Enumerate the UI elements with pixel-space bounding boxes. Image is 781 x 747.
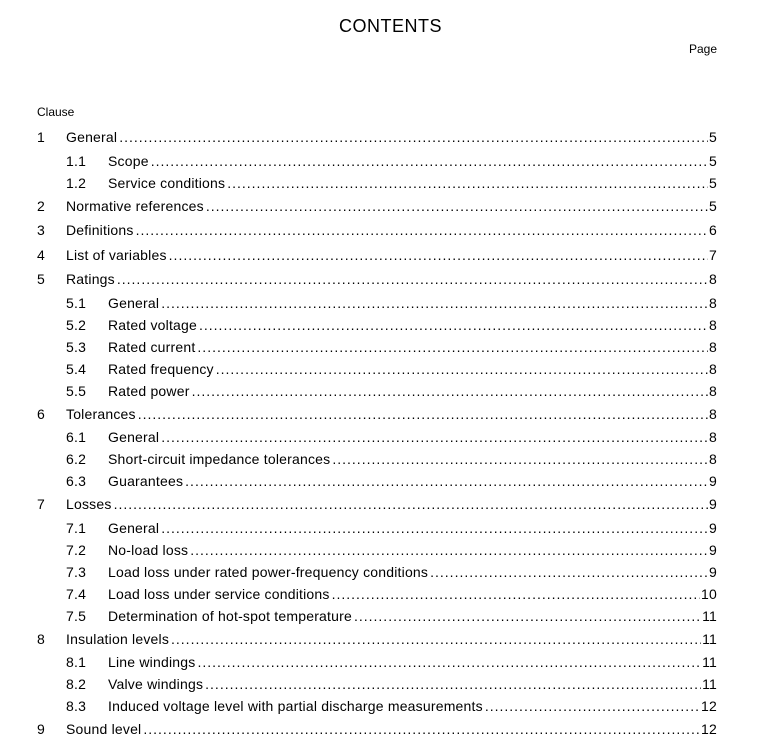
toc-entry-number: 8 xyxy=(37,630,45,647)
toc-entry-page-number: 8 xyxy=(709,405,717,422)
toc-subclause-entry[interactable] xyxy=(37,539,717,561)
toc-clause-entry[interactable] xyxy=(37,717,717,742)
toc-entry-title: Guarantees xyxy=(108,473,184,489)
toc-clause-entry[interactable] xyxy=(37,194,717,219)
toc-entry-page-number: 8 xyxy=(709,382,717,399)
toc-entry-number: 7 xyxy=(37,496,45,512)
toc-dot-leader xyxy=(117,267,708,292)
toc-entry-page-number: 8 xyxy=(709,294,717,311)
page-column-label: Page xyxy=(688,42,717,56)
toc-subclause-entry[interactable] xyxy=(37,292,717,314)
toc-entry-page-number: 11 xyxy=(702,676,717,692)
toc-entry-number: 4 xyxy=(37,246,45,263)
toc-subclause-entry[interactable] xyxy=(37,358,717,380)
toc-entry-title: List of variables xyxy=(66,246,167,263)
toc-clause-entry[interactable] xyxy=(37,627,717,652)
toc-entry-page-number: 5 xyxy=(709,129,717,145)
toc-entry-number: 1.2 xyxy=(66,174,87,191)
toc-entry-page-number: 8 xyxy=(709,271,717,287)
toc-entry-number: 6 xyxy=(37,405,45,422)
toc-dot-leader xyxy=(171,627,701,652)
toc-dot-leader xyxy=(114,492,708,517)
toc-entry-page-number: 11 xyxy=(702,630,717,647)
toc-dot-leader xyxy=(169,243,708,268)
table-of-contents xyxy=(37,125,717,742)
toc-entry-title: Losses xyxy=(66,496,112,512)
toc-dot-leader xyxy=(138,402,708,427)
toc-entry-page-number: 8 xyxy=(709,316,717,333)
toc-subclause-entry[interactable] xyxy=(37,470,717,492)
toc-entry-title: General xyxy=(66,129,118,145)
toc-dot-leader xyxy=(205,673,701,695)
toc-entry-number: 6.2 xyxy=(66,451,87,467)
toc-clause-entry[interactable] xyxy=(37,218,717,243)
toc-entry-page-number: 8 xyxy=(709,451,717,467)
toc-subclause-entry[interactable] xyxy=(37,426,717,448)
toc-entry-page-number: 10 xyxy=(701,585,717,602)
toc-subclause-entry[interactable] xyxy=(37,651,717,673)
toc-entry-title: Sound level xyxy=(66,721,142,737)
toc-entry-title: Valve windings xyxy=(108,676,204,692)
toc-dot-leader xyxy=(190,539,708,561)
toc-entry-number: 5.3 xyxy=(66,338,87,355)
toc-entry-title: Short-circuit impedance tolerances xyxy=(108,451,331,467)
toc-entry-number: 7.1 xyxy=(66,519,87,536)
toc-entry-number: 3 xyxy=(37,222,45,238)
toc-dot-leader xyxy=(192,380,708,402)
clause-column-label: Clause xyxy=(37,105,75,119)
toc-entry-title: Tolerances xyxy=(66,405,136,422)
toc-entry-number: 9 xyxy=(37,721,45,737)
toc-entry-title: Induced voltage level with partial discharge measurements xyxy=(108,698,483,714)
toc-clause-entry[interactable] xyxy=(37,125,717,150)
toc-entry-page-number: 5 xyxy=(709,174,717,191)
toc-clause-entry[interactable] xyxy=(37,243,717,268)
toc-entry-page-number: 12 xyxy=(701,698,717,714)
toc-dot-leader xyxy=(332,583,700,605)
toc-entry-title: Load loss under rated power-frequency conditions xyxy=(108,563,429,580)
toc-dot-leader xyxy=(151,150,708,172)
toc-entry-number: 8.3 xyxy=(66,698,87,714)
toc-entry-page-number: 7 xyxy=(709,246,717,263)
toc-entry-page-number: 8 xyxy=(709,429,717,445)
toc-entry-page-number: 9 xyxy=(709,563,717,580)
toc-entry-page-number: 6 xyxy=(709,222,717,238)
toc-entry-number: 5.2 xyxy=(66,316,87,333)
toc-subclause-entry[interactable] xyxy=(37,336,717,358)
toc-entry-page-number: 9 xyxy=(709,473,717,489)
toc-entry-page-number: 5 xyxy=(709,152,717,169)
toc-clause-entry[interactable] xyxy=(37,492,717,517)
toc-dot-leader xyxy=(354,605,701,627)
toc-dot-leader xyxy=(136,218,708,243)
toc-dot-leader xyxy=(185,470,708,492)
toc-entry-title: General xyxy=(108,294,160,311)
toc-entry-title: Rated power xyxy=(108,382,190,399)
toc-entry-number: 5 xyxy=(37,271,45,287)
toc-entry-title: Definitions xyxy=(66,222,134,238)
toc-subclause-entry[interactable] xyxy=(37,673,717,695)
toc-subclause-entry[interactable] xyxy=(37,380,717,402)
toc-entry-number: 5.1 xyxy=(66,294,87,311)
toc-dot-leader xyxy=(197,651,701,673)
toc-dot-leader xyxy=(197,336,708,358)
toc-entry-number: 1 xyxy=(37,129,45,145)
toc-entry-title: Ratings xyxy=(66,271,115,287)
toc-entry-number: 6.3 xyxy=(66,473,87,489)
toc-entry-title: Service conditions xyxy=(108,174,226,191)
toc-entry-title: Normative references xyxy=(66,197,204,214)
toc-clause-entry[interactable] xyxy=(37,267,717,292)
toc-subclause-entry[interactable] xyxy=(37,150,717,172)
toc-entry-title: Insulation levels xyxy=(66,630,170,647)
toc-entry-number: 7.3 xyxy=(66,563,87,580)
toc-subclause-entry[interactable] xyxy=(37,605,717,627)
toc-dot-leader xyxy=(119,125,708,150)
toc-subclause-entry[interactable] xyxy=(37,448,717,470)
toc-entry-number: 5.5 xyxy=(66,382,87,399)
toc-entry-title: Determination of hot-spot temperature xyxy=(108,607,352,624)
toc-subclause-entry[interactable] xyxy=(37,314,717,336)
toc-entry-title: Line windings xyxy=(108,654,196,670)
toc-dot-leader xyxy=(216,358,708,380)
toc-entry-page-number: 5 xyxy=(709,197,717,214)
toc-entry-page-number: 9 xyxy=(709,541,717,558)
toc-entry-title: Rated voltage xyxy=(108,316,197,333)
toc-entry-page-number: 8 xyxy=(709,360,717,377)
toc-entry-number: 2 xyxy=(37,197,45,214)
toc-entry-title: Scope xyxy=(108,152,149,169)
toc-entry-page-number: 11 xyxy=(702,654,717,670)
toc-dot-leader xyxy=(161,517,708,539)
toc-entry-number: 5.4 xyxy=(66,360,87,377)
toc-subclause-entry[interactable] xyxy=(37,695,717,717)
toc-entry-number: 7.5 xyxy=(66,607,87,624)
toc-dot-leader xyxy=(332,448,708,470)
toc-subclause-entry[interactable] xyxy=(37,583,717,605)
toc-dot-leader xyxy=(161,426,708,448)
toc-entry-page-number: 9 xyxy=(709,519,717,536)
toc-subclause-entry[interactable] xyxy=(37,561,717,583)
toc-entry-page-number: 11 xyxy=(702,607,717,624)
toc-entry-number: 8.1 xyxy=(66,654,87,670)
toc-entry-number: 8.2 xyxy=(66,676,87,692)
toc-entry-title: Rated frequency xyxy=(108,360,214,377)
document-title: CONTENTS xyxy=(339,16,442,36)
toc-dot-leader xyxy=(143,717,700,742)
toc-entry-title: Load loss under service conditions xyxy=(108,585,330,602)
toc-entry-title: Rated current xyxy=(108,338,196,355)
toc-entry-number: 1.1 xyxy=(66,152,87,169)
toc-dot-leader xyxy=(485,695,700,717)
toc-subclause-entry[interactable] xyxy=(37,517,717,539)
toc-dot-leader xyxy=(430,561,708,583)
toc-entry-number: 7.4 xyxy=(66,585,87,602)
toc-entry-number: 7.2 xyxy=(66,541,87,558)
toc-clause-entry[interactable] xyxy=(37,402,717,427)
toc-entry-number: 6.1 xyxy=(66,429,87,445)
toc-entry-page-number: 12 xyxy=(701,721,717,737)
toc-entry-page-number: 8 xyxy=(709,338,717,355)
toc-dot-leader xyxy=(206,194,708,219)
toc-entry-title: General xyxy=(108,519,160,536)
toc-dot-leader xyxy=(199,314,708,336)
toc-dot-leader xyxy=(161,292,708,314)
toc-dot-leader xyxy=(227,172,708,194)
toc-entry-title: General xyxy=(108,429,160,445)
toc-entry-title: No-load loss xyxy=(108,541,189,558)
toc-entry-page-number: 9 xyxy=(709,496,717,512)
toc-subclause-entry[interactable] xyxy=(37,172,717,194)
